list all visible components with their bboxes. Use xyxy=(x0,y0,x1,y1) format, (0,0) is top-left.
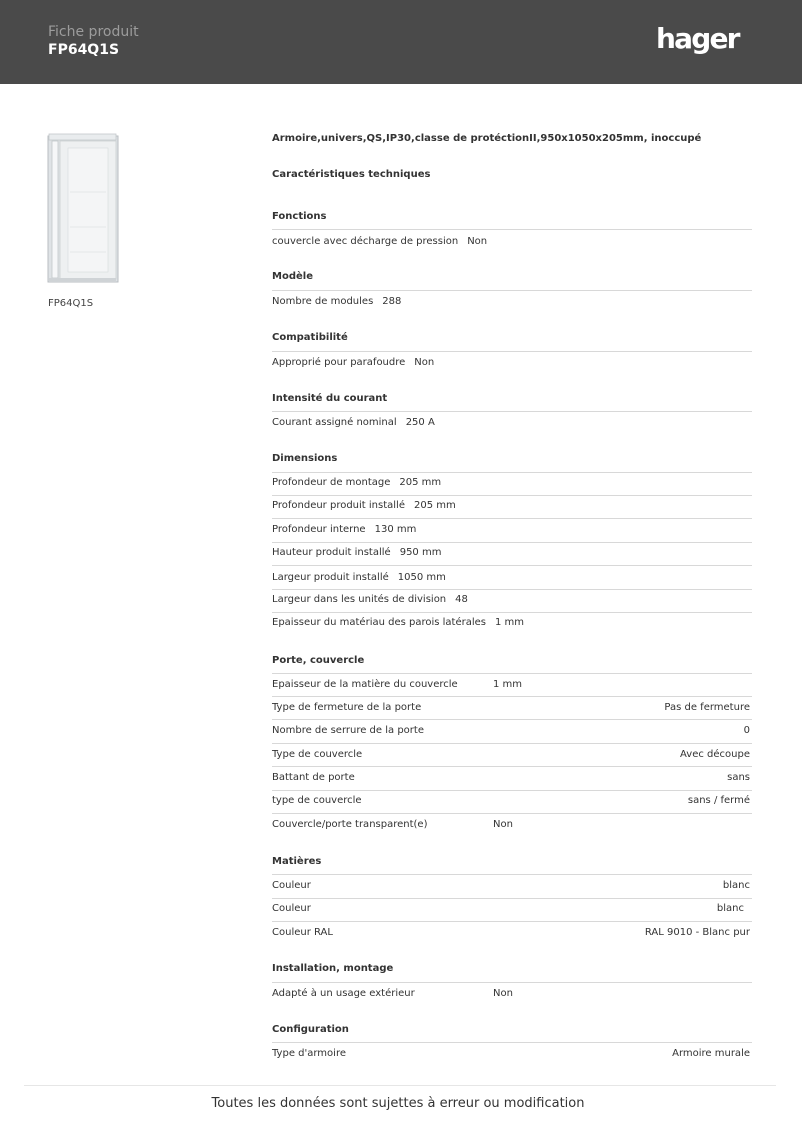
spec-value: Non xyxy=(493,819,513,830)
hager-logo xyxy=(656,22,754,59)
footer-divider xyxy=(24,1085,776,1086)
spec-label: Largeur produit installé xyxy=(272,572,389,583)
section-title: Dimensions xyxy=(272,453,338,464)
spec-label: Nombre de serrure de la porte xyxy=(272,725,424,736)
spec-row xyxy=(272,988,750,999)
divider xyxy=(272,766,752,767)
spec-value: 1 mm xyxy=(493,679,523,690)
section-title: Porte, couvercle xyxy=(272,655,365,666)
spec-value: blanc xyxy=(716,903,744,914)
divider xyxy=(272,743,752,744)
spec-value: sans / fermé xyxy=(687,795,750,806)
divider xyxy=(272,495,752,496)
spec-row xyxy=(272,772,750,783)
spec-label: Battant de porte xyxy=(272,772,355,783)
divider xyxy=(272,518,752,519)
divider xyxy=(272,472,752,473)
product-image xyxy=(46,132,120,284)
spec-label: Couleur RAL xyxy=(272,927,333,938)
section-title: Matières xyxy=(272,856,322,867)
specs-heading: Caractéristiques techniques xyxy=(272,169,431,180)
spec-label: Type d'armoire xyxy=(272,1048,346,1059)
spec-value: 0 xyxy=(743,725,750,736)
spec-row xyxy=(272,572,750,583)
spec-row xyxy=(272,903,750,914)
divider xyxy=(272,1042,752,1043)
page-header xyxy=(0,0,802,84)
spec-value: 1 mm xyxy=(495,617,525,628)
divider xyxy=(272,542,752,543)
spec-row xyxy=(272,725,750,736)
divider xyxy=(272,411,752,412)
spec-label: Type de fermeture de la porte xyxy=(272,702,422,713)
spec-row xyxy=(272,880,750,891)
spec-value: 950 mm xyxy=(399,547,442,558)
spec-label: Nombre de modules xyxy=(272,296,374,307)
spec-label: Approprié pour parafoudre xyxy=(272,357,406,368)
spec-label: Profondeur interne xyxy=(272,524,366,535)
spec-label: Profondeur de montage xyxy=(272,477,391,488)
spec-label: Couvercle/porte transparent(e) xyxy=(272,819,428,830)
spec-value: 1050 mm xyxy=(397,572,446,583)
spec-row xyxy=(272,357,750,368)
spec-label: Largeur dans les unités de division xyxy=(272,594,447,605)
spec-row xyxy=(272,749,750,760)
spec-row xyxy=(272,547,750,558)
spec-row xyxy=(272,236,750,247)
spec-value: 48 xyxy=(455,594,468,605)
spec-row xyxy=(272,477,750,488)
divider xyxy=(272,813,752,814)
spec-row xyxy=(272,524,750,535)
divider xyxy=(272,696,752,697)
spec-row xyxy=(272,927,750,938)
spec-row xyxy=(272,679,750,690)
section-title: Modèle xyxy=(272,271,313,282)
divider xyxy=(272,719,752,720)
divider xyxy=(272,898,752,899)
divider xyxy=(272,612,752,613)
divider xyxy=(272,290,752,291)
divider xyxy=(272,229,752,230)
spec-label: Courant assigné nominal xyxy=(272,417,397,428)
section-title: Fonctions xyxy=(272,211,327,222)
divider xyxy=(272,874,752,875)
divider xyxy=(272,921,752,922)
spec-label: Profondeur produit installé xyxy=(272,500,405,511)
spec-label: Type de couvercle xyxy=(272,749,363,760)
divider xyxy=(272,565,752,566)
section-title: Compatibilité xyxy=(272,332,348,343)
spec-value: Armoire murale xyxy=(672,1048,750,1059)
spec-value: 130 mm xyxy=(374,524,417,535)
spec-value: 205 mm xyxy=(399,477,442,488)
spec-value: Avec découpe xyxy=(680,749,750,760)
hager-logo-text: hager xyxy=(656,22,739,55)
footer-disclaimer: Toutes les données sont sujettes à erreur ou modification xyxy=(211,1096,585,1111)
spec-row xyxy=(272,500,750,511)
section-title: Installation, montage xyxy=(272,963,394,974)
divider xyxy=(272,351,752,352)
section-title: Configuration xyxy=(272,1024,349,1035)
spec-label: Adapté à un usage extérieur xyxy=(272,988,415,999)
divider xyxy=(272,589,752,590)
spec-label: couvercle avec décharge de pression xyxy=(272,236,459,247)
spec-value: 288 xyxy=(382,296,402,307)
spec-value: Non xyxy=(493,988,513,999)
section-title: Intensité du courant xyxy=(272,393,388,404)
spec-row xyxy=(272,296,750,307)
spec-value: RAL 9010 - Blanc pur xyxy=(644,927,750,938)
product-code: FP64Q1S xyxy=(48,42,120,58)
doc-type-label: Fiche produit xyxy=(48,24,139,40)
spec-value: 205 mm xyxy=(413,500,456,511)
spec-label: Couleur xyxy=(272,880,311,891)
spec-label: type de couvercle xyxy=(272,795,362,806)
spec-label: Hauteur produit installé xyxy=(272,547,391,558)
divider xyxy=(272,982,752,983)
spec-value: Non xyxy=(467,236,488,247)
divider xyxy=(272,673,752,674)
spec-value: blanc xyxy=(722,880,750,891)
spec-row xyxy=(272,417,750,428)
product-image-caption: FP64Q1S xyxy=(48,298,94,309)
spec-row xyxy=(272,594,750,605)
spec-row xyxy=(272,617,750,628)
product-title: Armoire,univers,QS,IP30,classe de protéctionII,950x1050x205mm, inoccupé xyxy=(272,133,702,144)
spec-label: Couleur xyxy=(272,903,311,914)
spec-value: Non xyxy=(414,357,435,368)
divider xyxy=(272,790,752,791)
spec-row xyxy=(272,702,750,713)
spec-row xyxy=(272,819,750,830)
spec-label: Epaisseur du matériau des parois latérales xyxy=(272,617,487,628)
spec-row xyxy=(272,1048,750,1059)
spec-value: sans xyxy=(727,772,750,783)
spec-label: Epaisseur de la matière du couvercle xyxy=(272,679,458,690)
spec-row xyxy=(272,795,750,806)
spec-value: 250 A xyxy=(405,417,435,428)
spec-value: Pas de fermeture xyxy=(664,702,750,713)
